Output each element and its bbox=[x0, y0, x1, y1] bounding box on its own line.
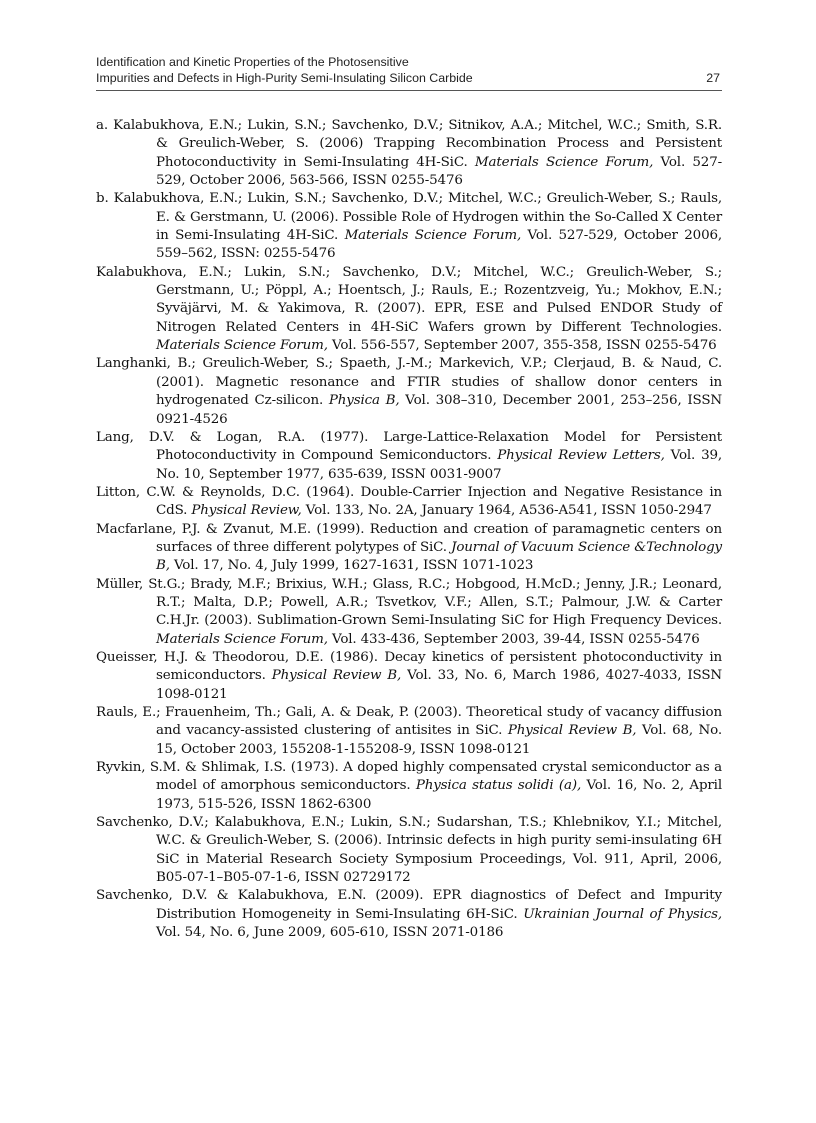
reference-details: Vol. 527-529, October 2006, 559–562, ISSN: 0255-5476 bbox=[156, 228, 722, 262]
reference-entry bbox=[96, 355, 722, 428]
reference-journal: Physical Review B, bbox=[507, 723, 637, 739]
reference-journal: Physical Review B, bbox=[271, 668, 402, 684]
reference-details: Vol. 17, No. 4, July 1999, 1627-1631, ISSN 1071-1023 bbox=[169, 558, 534, 574]
reference-journal: Materials Science Forum, bbox=[474, 154, 654, 170]
reference-text: Lang, D.V. & Logan, R.A. (1977). Large-Lattice-Relaxation Model for Persistent Photoconductivity in Compound Semiconductors. bbox=[96, 429, 722, 464]
reference-text: Queisser, H.J. & Theodorou, D.E. (1986). Decay kinetics of persistent photoconductivity in semiconductors. bbox=[96, 649, 722, 684]
running-header bbox=[96, 54, 722, 86]
reference-text: Savchenko, D.V. & Kalabukhova, E.N. (2009). EPR diagnostics of Defect and Impurity Distribution Homogeneity in Semi-Insulating 6H-SiC. bbox=[96, 888, 722, 922]
reference-text: a. Kalabukhova, E.N.; Lukin, S.N.; Savchenko, D.V.; Sitnikov, A.A.; Mitchel, W.C.; Smith, S.R. & Greulich-Weber, S. (2006) Trapping Recombination Process and Persistent Photoconductivity in Semi-Insulating 4H-SiC. bbox=[96, 118, 722, 170]
reference-entry bbox=[96, 429, 722, 484]
reference-text: Müller, St.G.; Brady, M.F.; Brixius, W.H.; Glass, R.C.; Hobgood, H.McD.; Jenny, J.R.; Leonard, R.T.; Malta, D.P.; Powell, A.R.; Tsvetkov, V.F.; Allen, S.T.; Palmour, J.W. & Carter C.H.Jr. (2003). Sublimation-Grown Semi-Insulating SiC for High Frequency Devices. bbox=[96, 576, 722, 629]
reference-text: Ryvkin, S.M. & Shlimak, I.S. (1973). A doped highly compensated crystal semiconductor as a model of amorphous semiconductors. bbox=[96, 760, 722, 794]
reference-details: Vol. 556-557, September 2007, 355-358, ISSN 0255-5476 bbox=[327, 338, 717, 354]
reference-list bbox=[96, 117, 722, 942]
reference-entry bbox=[96, 190, 722, 263]
reference-details: Vol. 39, No. 10, September 1977, 635-639, ISSN 0031-9007 bbox=[156, 448, 722, 482]
reference-journal: Physica B, bbox=[328, 393, 400, 409]
reference-details: Vol. 16, No. 2, April 1973, 515-526, ISSN 1862-6300 bbox=[156, 778, 722, 812]
reference-text: Kalabukhova, E.N.; Lukin, S.N.; Savchenko, D.V.; Mitchel, W.C.; Greulich-Weber, S.; Gerstmann, U.; Pöppl, A.; Hoentsch, J.; Rauls, E.; Rozentzveig, Yu.; Mokhov, E.N.; Syväjärvi, M. & Yakimova, R. (2007). EPR, ESE and Pulsed ENDOR Study of Nitrogen Related Centers in 4H-SiC Wafers grown by Different Technologies. bbox=[96, 264, 722, 335]
reference-details: Vol. 308–310, December 2001, 253–256, ISSN 0921-4526 bbox=[156, 393, 723, 427]
reference-text: Litton, C.W. & Reynolds, D.C. (1964). Double-Carrier Injection and Negative Resistance in CdS. bbox=[96, 484, 722, 519]
reference-journal: Materials Science Forum, bbox=[156, 631, 328, 647]
reference-journal: Materials Science Forum, bbox=[156, 338, 328, 354]
reference-details: Vol. 433-436, September 2003, 39-44, ISSN 0255-5476 bbox=[327, 631, 700, 647]
reference-entry bbox=[96, 759, 722, 814]
reference-details: Vol. 133, No. 2A, January 1964, A536-A541, ISSN 1050-2947 bbox=[301, 503, 712, 519]
page-number: 27 bbox=[706, 71, 720, 85]
header-title-line-2: Impurities and Defects in High-Purity Semi-Insulating Silicon Carbide bbox=[96, 71, 473, 85]
reference-entry bbox=[96, 814, 722, 887]
reference-text: Macfarlane, P.J. & Zvanut, M.E. (1999). Reduction and creation of paramagnetic centers on surfaces of three different polytypes of SiC. bbox=[96, 521, 722, 555]
reference-journal: Materials Science Forum, bbox=[344, 228, 522, 244]
reference-text: b. Kalabukhova, E.N.; Lukin, S.N.; Savchenko, D.V.; Mitchel, W.C.; Greulich-Weber, S.; Rauls, E. & Gerstmann, U. (2006). Possible Role of Hydrogen within the So-Called X Center in Semi-Insulating 4H-SiC. bbox=[96, 191, 722, 244]
reference-details: Vol. 68, No. 15, October 2003, 155208-1-155208-9, ISSN 1098-0121 bbox=[156, 723, 722, 757]
header-title-line-1: Identification and Kinetic Properties of the Photosensitive bbox=[96, 55, 409, 69]
reference-journal: Physical Review Letters, bbox=[497, 448, 665, 464]
reference-entry bbox=[96, 576, 722, 649]
reference-entry bbox=[96, 264, 722, 356]
reference-text: Savchenko, D.V.; Kalabukhova, E.N.; Lukin, S.N.; Sudarshan, T.S.; Khlebnikov, Y.I.; Mitchel, W.C. & Greulich-Weber, S. (2006). Intrinsic defects in high purity semi-insulating 6H SiC in Material Research Society Symposium Proceedings, Vol. 911, April, 2006, B05-07-1–B05-07-1-6, ISSN 02729172 bbox=[96, 815, 722, 886]
reference-details: Vol. 33, No. 6, March 1986, 4027-4033, ISSN 1098-0121 bbox=[156, 668, 722, 702]
reference-journal: Physica status solidi (a), bbox=[415, 778, 582, 794]
reference-journal: Journal of Vacuum Science &Technology B, bbox=[156, 539, 722, 574]
reference-text: Rauls, E.; Frauenheim, Th.; Gali, A. & Deak, P. (2003). Theoretical study of vacancy diffusion and vacancy-assisted clustering of antisites in SiC. bbox=[96, 705, 722, 739]
reference-entry bbox=[96, 117, 722, 190]
header-divider bbox=[96, 90, 722, 91]
reference-text: Langhanki, B.; Greulich-Weber, S.; Spaeth, J.-M.; Markevich, V.P.; Clerjaud, B. & Naud, C. (2001). Magnetic resonance and FTIR studies of shallow donor centers in hydrogenated Cz-silicon. bbox=[96, 356, 722, 409]
reference-details: Vol. 527-529, October 2006, 563-566, ISSN 0255-5476 bbox=[156, 154, 722, 189]
reference-entry bbox=[96, 887, 722, 942]
reference-entry bbox=[96, 521, 722, 576]
reference-entry bbox=[96, 649, 722, 704]
reference-details: Vol. 54, No. 6, June 2009, 605-610, ISSN 2071-0186 bbox=[156, 925, 504, 941]
reference-journal: Ukrainian Journal of Physics, bbox=[523, 906, 722, 922]
reference-entry bbox=[96, 704, 722, 759]
reference-entry bbox=[96, 484, 722, 521]
reference-journal: Physical Review, bbox=[191, 503, 302, 519]
